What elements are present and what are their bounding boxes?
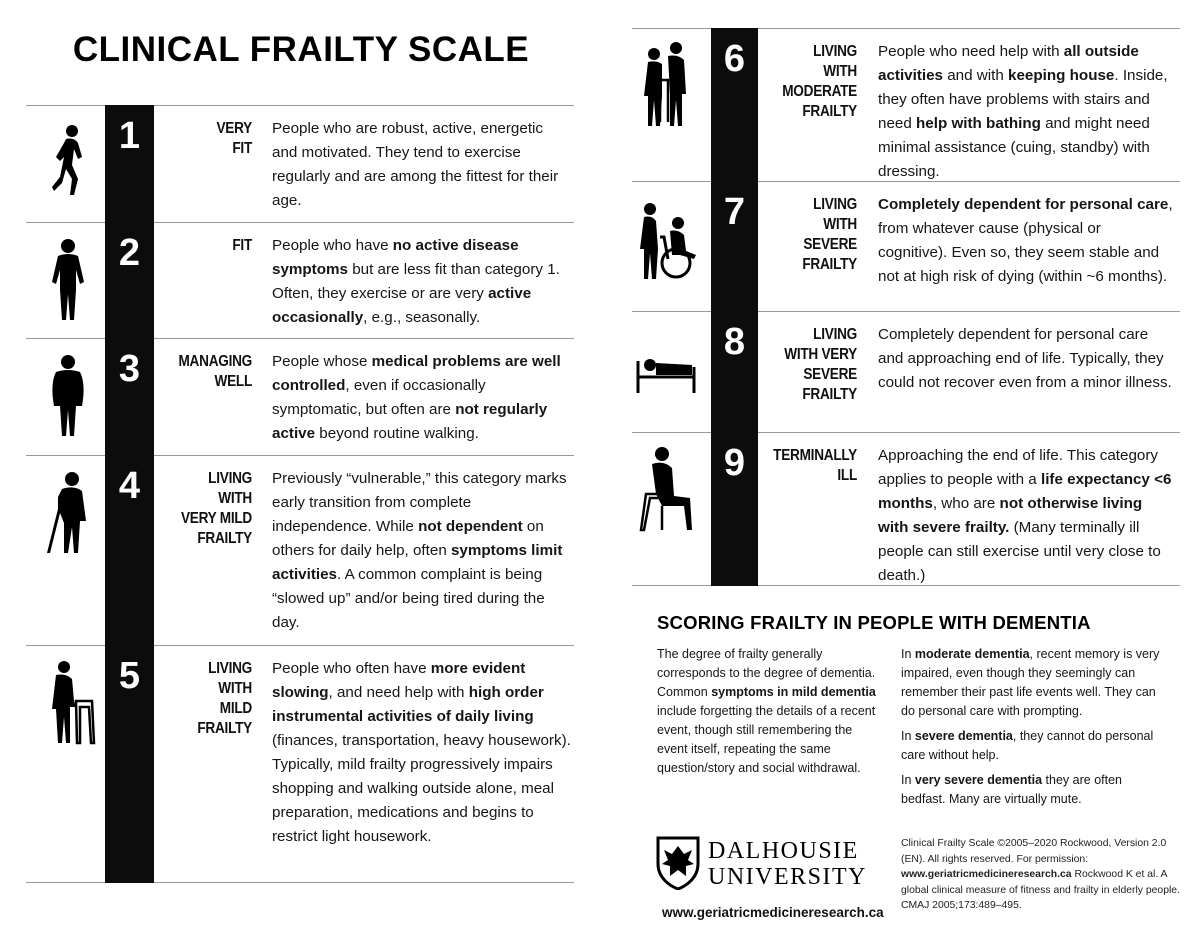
- level-label-line: VERY: [216, 120, 252, 137]
- level-label-line: MODERATE: [782, 83, 857, 100]
- wheelchair-icon: [636, 193, 696, 283]
- level-label-line: LIVING: [813, 43, 857, 60]
- level-description: People whose medical problems are well controlled, even if occasionally symptomatic, but often are not regularly active beyond routine walking.: [272, 353, 561, 442]
- level-label: [159, 352, 253, 392]
- level-label-line: FRAILTY: [802, 256, 857, 273]
- level-label-line: LIVING: [208, 660, 252, 677]
- level-label: [159, 236, 253, 256]
- website-link[interactable]: www.geriatricmedicineresearch.ca: [662, 905, 884, 920]
- person-with-cane-icon: [38, 467, 98, 557]
- level-label-line: WITH: [218, 680, 252, 697]
- level-label: [159, 659, 253, 739]
- copyright-notice: Clinical Frailty Scale ©2005–2020 Rockwood, Version 2.0 (EN). All rights reserved. For permission: www.geriatricmedicineresearch.ca Rockwood K et al. A global clinical measure of fitness and frailty in elderly people. CMAJ 2005;173:489–495.: [901, 838, 1180, 911]
- level-label-line: FRAILTY: [197, 530, 252, 547]
- level-number: 7: [711, 181, 758, 311]
- level-label-line: TERMINALLY: [773, 447, 857, 464]
- level-number: 3: [105, 338, 154, 455]
- level-label-line: WITH VERY: [784, 346, 857, 363]
- level-label: [764, 325, 858, 405]
- level-label-line: FRAILTY: [802, 103, 857, 120]
- runner-icon: [38, 117, 98, 207]
- level-label-line: WELL: [214, 373, 252, 390]
- level-description: People who need help with all outside activities and with keeping house. Inside, they often have problems with stairs and need help with bathing and might need minimal assistance (cuing, standby) with dressing.: [878, 43, 1168, 180]
- level-description: People who are robust, active, energetic and motivated. They tend to exercise regularly and are among the fittest for their age.: [272, 120, 559, 209]
- level-number: 2: [105, 222, 154, 338]
- level-label-line: WITH: [218, 490, 252, 507]
- dementia-severity-text: In moderate dementia, recent memory is very impaired, even though they seemingly can remember their past life events well. They can do personal care with prompting. In severe dementia, they cannot do personal care without help. In very severe dementia they are often bedfast. Many are virtually mute.: [901, 647, 1160, 806]
- walking-person-icon: [38, 234, 98, 324]
- level-label: [764, 42, 858, 122]
- level-number: 6: [711, 28, 758, 181]
- level-number: 9: [711, 432, 758, 586]
- level-number: 5: [105, 645, 154, 883]
- level-label-line: ILL: [837, 467, 857, 484]
- bed-icon: [636, 323, 696, 413]
- level-number: 1: [105, 105, 154, 222]
- level-label-line: VERY MILD: [180, 510, 252, 527]
- level-label-line: WITH: [823, 216, 857, 233]
- level-label-line: FRAILTY: [197, 720, 252, 737]
- seated-person-icon: [636, 444, 696, 534]
- level-label-line: MANAGING: [178, 353, 252, 370]
- dementia-section-title: SCORING FRAILTY IN PEOPLE WITH DEMENTIA: [657, 612, 1091, 633]
- level-description: Completely dependent for personal care and approaching end of life. Typically, they could not recover even from a minor illness.: [878, 326, 1172, 391]
- level-label-line: WITH: [823, 63, 857, 80]
- level-label-line: FIT: [232, 237, 252, 254]
- level-description: People who have no active disease symptoms but are less fit than category 1. Often, they exercise or are very active occasionally, e.g., seasonally.: [272, 237, 560, 326]
- person-with-walker-icon: [38, 657, 98, 747]
- level-label-line: MILD: [219, 700, 252, 717]
- level-number: 8: [711, 311, 758, 432]
- level-description: Approaching the end of life. This category applies to people with a life expectancy <6 months, who are not otherwise living with severe frailty. (Many terminally ill people can still exercise until very close to death.): [878, 447, 1172, 584]
- level-description: Previously “vulnerable,” this category marks early transition from complete independence. While not dependent on others for daily help, often symptoms limit activities. A common complaint is being “slowed up” and/or being tired during the day.: [272, 470, 567, 631]
- level-label-line: LIVING: [813, 196, 857, 213]
- level-label: [764, 446, 858, 486]
- level-label-line: SEVERE: [803, 236, 857, 253]
- level-label-line: FIT: [232, 140, 252, 157]
- crest-icon: [656, 836, 700, 890]
- level-label-line: FRAILTY: [802, 386, 857, 403]
- level-description: Completely dependent for personal care, from whatever cause (physical or cognitive). Even so, they seem stable and not at high risk of dying (within ~6 months).: [878, 196, 1173, 285]
- level-label: [764, 195, 858, 275]
- logo-line-2: UNIVERSITY: [708, 864, 867, 890]
- level-label: [159, 469, 253, 549]
- page-title: CLINICAL FRAILTY SCALE: [72, 30, 530, 69]
- level-label: [159, 119, 253, 159]
- level-description: People who often have more evident slowing, and need help with high order instrumental activities of daily living (finances, transportation, heavy housework). Typically, mild frailty progressively impairs shopping and walking outside alone, meal preparation, medications and begins to restrict light housework.: [272, 660, 571, 845]
- level-label-line: LIVING: [208, 470, 252, 487]
- dalhousie-logo: [656, 836, 876, 896]
- assisted-walker-icon: [636, 40, 696, 130]
- level-label-line: SEVERE: [803, 366, 857, 383]
- standing-person-icon: [38, 350, 98, 440]
- logo-line-1: DALHOUSIE: [708, 838, 859, 864]
- level-number: 4: [105, 455, 154, 645]
- level-label-line: LIVING: [813, 326, 857, 343]
- dementia-mild-text: The degree of frailty generally corresponds to the degree of dementia. Common symptoms in mild dementia include forgetting the details of a recent event, though still remembering the event itself, repeating the same question/story and social withdrawal.: [657, 647, 876, 775]
